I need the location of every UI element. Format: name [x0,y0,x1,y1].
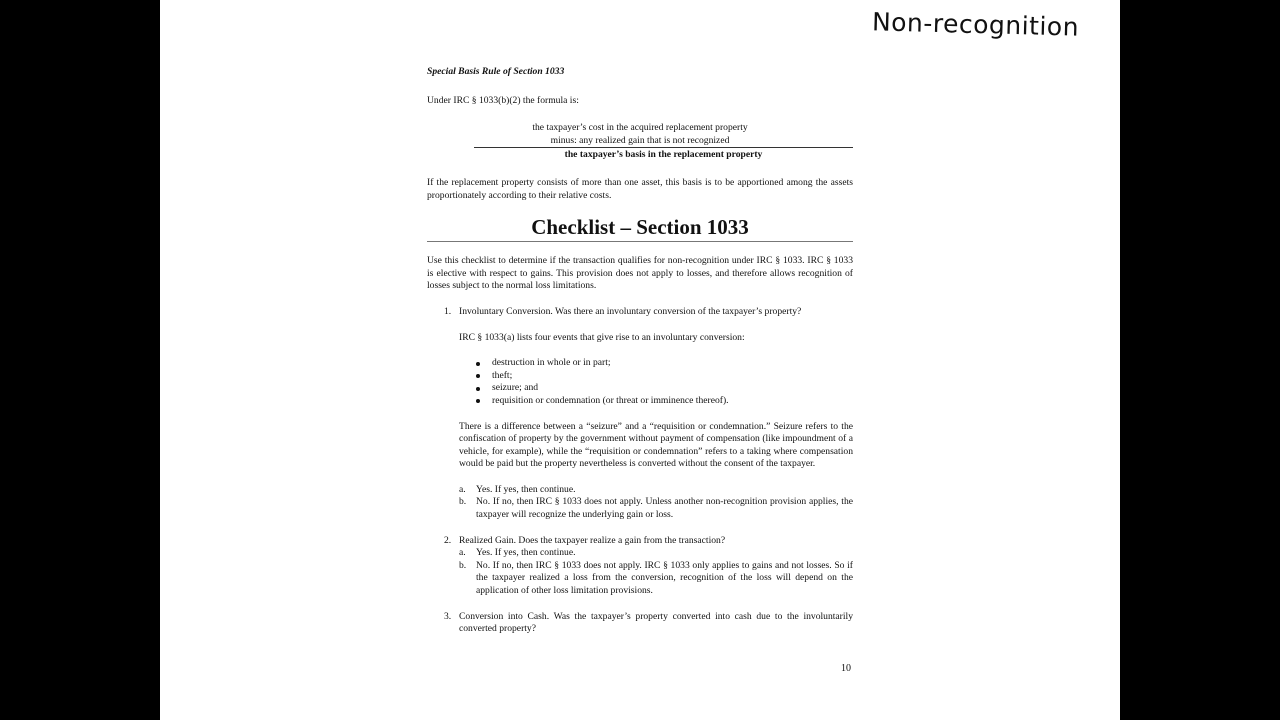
page-content [427,66,853,636]
list-item [459,370,853,383]
checklist-intro: Use this checklist to determine if the transaction qualifies for non-recognition under IRC § 1033. IRC § 1033 is elective with respect to gains. This provision does not apply to losses, and therefore allows recognition of losses subject to the normal loss limitations. [427,255,853,292]
handwritten-annotation: Non-recognition [871,7,1080,42]
item-text: Involuntary Conversion. Was there an involuntary conversion of the taxpayer’s property? [459,305,802,317]
bullet-icon [476,362,480,366]
events-intro: IRC § 1033(a) lists four events that give rise to an involuntary conversion: [459,331,745,343]
formula-line-2: minus: any realized gain that is not recognized [550,134,730,146]
apportion-paragraph: If the replacement property consists of more than one asset, this basis is to be apportioned among the assets proportionately according to their relative costs. [427,176,853,201]
item-2-option-b [427,560,853,598]
seizure-explanation: There is a difference between a “seizure” and a “requisition or condemnation.” Seizure refers to the confiscation of property by the government without payment of compensation (like impoundment of a vehicle, for example), while the “requisition or condemnation” refers to a taking where compensation would be paid but the property nevertheless is converted without the consent of the taxpayer. [459,420,853,470]
option-text: Yes. If yes, then continue. [476,547,576,559]
item-text: Conversion into Cash. Was the taxpayer’s property converted into cash due to the involuntarily converted property? [459,610,853,635]
list-item-text: theft; [492,369,513,381]
checklist-heading: Checklist – Section 1033 [427,214,853,242]
list-item [459,357,853,370]
option-letter: b. [459,559,467,571]
checklist-item-2 [427,535,853,548]
formula-intro: Under IRC § 1033(b)(2) the formula is: [427,94,579,106]
basis-formula [427,122,853,162]
option-letter: a. [459,483,466,495]
formula-line-1: the taxpayer’s cost in the acquired replacement property [532,122,748,134]
option-text: No. If no, then IRC § 1033 does not apply. Unless another non-recognition provision applies, the taxpayer will recognize the underlying gain or loss. [476,496,853,521]
bullet-icon [476,387,480,391]
item-text: Realized Gain. Does the taxpayer realize a gain from the transaction? [459,534,726,546]
checklist-item-3 [427,611,853,636]
item-number: 2. [444,534,452,546]
events-list [459,357,853,407]
item-1-option-b [427,496,853,521]
list-item-text: seizure; and [492,382,539,394]
checklist-item-1 [427,306,853,319]
item-1-option-a [427,484,853,497]
bullet-icon [476,374,480,378]
option-letter: a. [459,547,466,559]
option-text: Yes. If yes, then continue. [476,483,576,495]
formula-result: the taxpayer’s basis in the replacement property [474,147,853,162]
page-number: 10 [841,663,851,674]
option-text: No. If no, then IRC § 1033 does not apply. IRC § 1033 only applies to gains and not losses. So if the taxpayer realized a loss from the conversion, recognition of the loss will depend on the application of other loss limitation provisions. [476,559,853,597]
list-item [459,395,853,408]
option-letter: b. [459,496,467,508]
bullet-icon [476,399,480,403]
special-basis-title: Special Basis Rule of Section 1033 [427,66,565,77]
item-number: 3. [444,610,452,622]
document-page [160,0,1120,720]
list-item [459,382,853,395]
item-2-option-a [427,547,853,560]
list-item-text: requisition or condemnation (or threat or imminence thereof). [492,394,729,406]
list-item-text: destruction in whole or in part; [492,357,611,369]
item-number: 1. [444,305,452,317]
